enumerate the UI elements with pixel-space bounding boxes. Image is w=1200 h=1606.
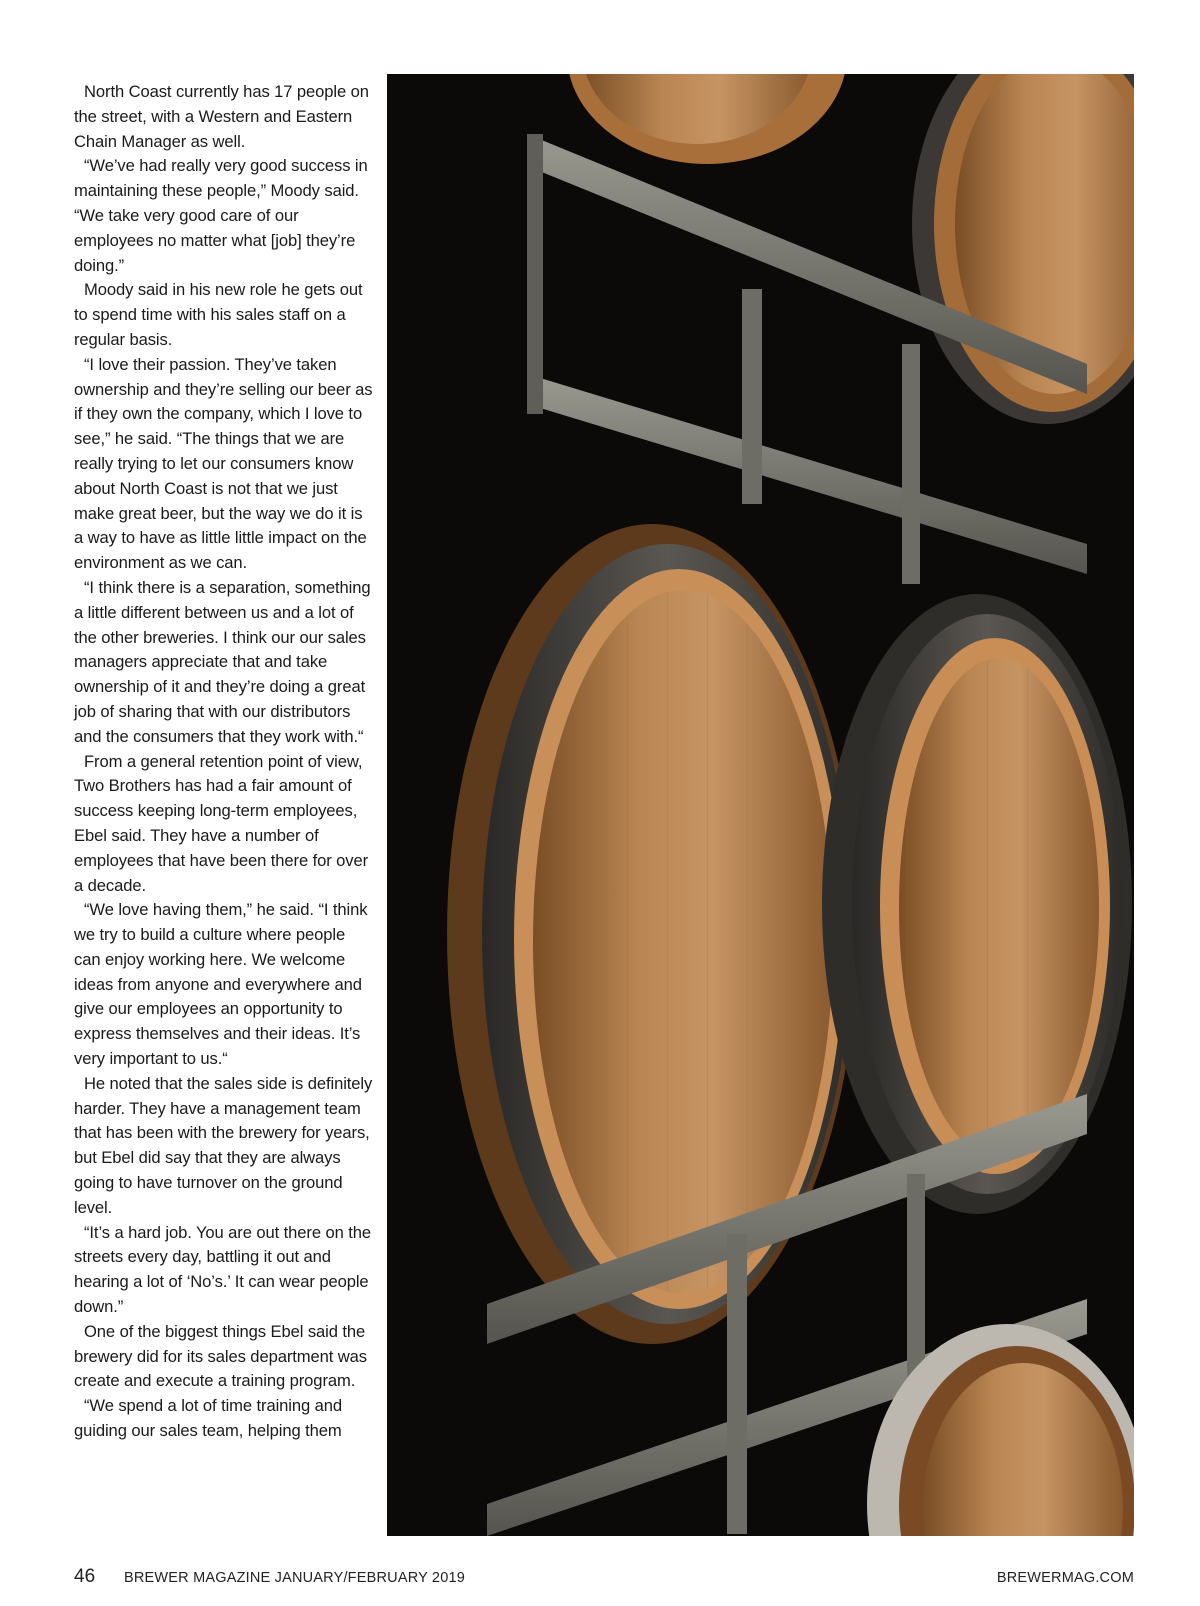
page-footer bbox=[74, 1568, 1134, 1592]
article-paragraph: North Coast currently has 17 people on the street, with a Western and Eastern Chain Manager as well. bbox=[74, 82, 369, 151]
article-paragraph: He noted that the sales side is definitely harder. They have a management team that has been with the brewery for years, but Ebel did say that they are always going to have turnover on the ground level. bbox=[74, 1073, 373, 1217]
article-paragraph: “I love their passion. They’ve taken ownership and they’re selling our beer as if they own the company, which I love to see,” he said. “The things that we are really trying to let our consumers know about North Coast is not that we just make great beer, but the way we do it is a way to have as little little impact on the environment as we can. bbox=[74, 354, 373, 573]
article-paragraph: “We spend a lot of time training and guiding our sales team, helping them bbox=[74, 1396, 343, 1441]
article-paragraph: Moody said in his new role he gets out to spend time with his sales staff on a regular basis. bbox=[74, 280, 363, 349]
article-paragraph: “We love having them,” he said. “I think we try to build a culture where people can enjoy working here. We welcome ideas from anyone and everywhere and give our employees an opportunity to express themselves and their ideas. It’s very important to us.“ bbox=[74, 900, 368, 1069]
article-column bbox=[74, 80, 374, 1444]
article-paragraph: “I think there is a separation, something a little different between us and a lot of the other breweries. I think our our sales managers appreciate that and take ownership of it and they’re doing a great job of sharing that with our distributors and the consumers that they work with.“ bbox=[74, 577, 371, 746]
barrel-photo bbox=[387, 74, 1134, 1536]
article-paragraph: One of the biggest things Ebel said the brewery did for its sales department was create and execute a training program. bbox=[74, 1321, 367, 1391]
page-number: 46 bbox=[74, 1566, 96, 1587]
article-paragraph: “It’s a hard job. You are out there on the streets every day, battling it out and hearing a lot of ‘No’s.’ It can wear people down.” bbox=[74, 1222, 372, 1317]
magazine-issue: BREWER MAGAZINE JANUARY/FEBRUARY 2019 bbox=[124, 1570, 465, 1586]
website-url: BREWERMAG.COM bbox=[996, 1570, 1134, 1586]
article-paragraph: “We’ve had really very good success in maintaining these people,” Moody said. “We take very good care of our employees no matter what [job] they’re doing.” bbox=[74, 156, 368, 275]
article-paragraph: From a general retention point of view, Two Brothers has had a fair amount of success keeping long-term employees, Ebel said. They have a number of employees that have been there for over a decade. bbox=[74, 751, 369, 895]
barrels-illustration bbox=[387, 74, 1134, 1536]
